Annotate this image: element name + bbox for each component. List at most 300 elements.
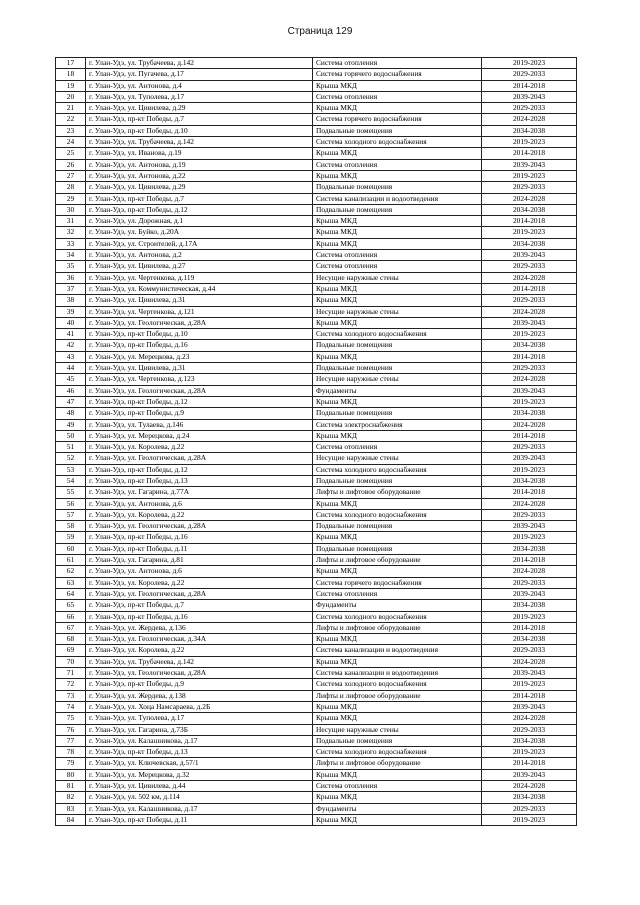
period-cell: 2014-2018 (482, 758, 577, 769)
work-type-cell: Крыша МКД (313, 317, 482, 328)
period-cell: 2039-2043 (482, 701, 577, 712)
row-number-cell: 33 (56, 238, 86, 249)
address-cell: г. Улан-Удэ, ул. Туполева, д.17 (86, 713, 313, 724)
period-cell: 2024-2028 (482, 781, 577, 792)
table-row (56, 634, 577, 645)
period-cell: 2039-2043 (482, 588, 577, 599)
work-type-cell: Система канализации и водоотведения (313, 645, 482, 656)
work-type-cell: Крыша МКД (313, 283, 482, 294)
row-number-cell: 81 (56, 781, 86, 792)
period-cell: 2034-2038 (482, 735, 577, 746)
work-type-cell: Несущие наружные стены (313, 453, 482, 464)
work-type-cell: Несущие наружные стены (313, 272, 482, 283)
row-number-cell: 57 (56, 509, 86, 520)
row-number-cell: 69 (56, 645, 86, 656)
period-cell: 2014-2018 (482, 80, 577, 91)
row-number-cell: 42 (56, 340, 86, 351)
period-cell: 2029-2033 (482, 261, 577, 272)
table-row (56, 374, 577, 385)
address-cell: г. Улан-Удэ, ул. Гагарина, д.73Б (86, 724, 313, 735)
period-cell: 2014-2018 (482, 351, 577, 362)
row-number-cell: 68 (56, 634, 86, 645)
address-cell: г. Улан-Удэ, ул. Мерецкова, д.23 (86, 351, 313, 362)
work-type-cell: Крыша МКД (313, 634, 482, 645)
row-number-cell: 21 (56, 103, 86, 114)
period-cell: 2024-2028 (482, 114, 577, 125)
table-row (56, 509, 577, 520)
row-number-cell: 80 (56, 769, 86, 780)
row-number-cell: 84 (56, 814, 86, 825)
work-type-cell: Подвальные помещения (313, 475, 482, 486)
row-number-cell: 58 (56, 521, 86, 532)
work-type-cell: Крыша МКД (313, 227, 482, 238)
address-cell: г. Улан-Удэ, ул. Геологическая, д.28А (86, 385, 313, 396)
address-cell: г. Улан-Удэ, ул. Цивилева, д.31 (86, 363, 313, 374)
work-type-cell: Система отопления (313, 588, 482, 599)
period-cell: 2029-2033 (482, 363, 577, 374)
period-cell: 2039-2043 (482, 317, 577, 328)
table-row (56, 396, 577, 407)
work-type-cell: Система отопления (313, 442, 482, 453)
table-row (56, 430, 577, 441)
row-number-cell: 35 (56, 261, 86, 272)
period-cell: 2019-2023 (482, 611, 577, 622)
period-cell: 2019-2023 (482, 227, 577, 238)
work-type-cell: Крыша МКД (313, 814, 482, 825)
table-body (56, 58, 577, 826)
address-cell: г. Улан-Удэ, ул. Королева, д.22 (86, 509, 313, 520)
address-cell: г. Улан-Удэ, пр-кт Победы, д.7 (86, 600, 313, 611)
work-type-cell: Крыша МКД (313, 238, 482, 249)
work-type-cell: Несущие наружные стены (313, 374, 482, 385)
table-row (56, 204, 577, 215)
period-cell: 2019-2023 (482, 532, 577, 543)
row-number-cell: 67 (56, 622, 86, 633)
address-cell: г. Улан-Удэ, ул. Тулаева, д.146 (86, 419, 313, 430)
table-row (56, 668, 577, 679)
period-cell: 2019-2023 (482, 58, 577, 69)
address-cell: г. Улан-Удэ, пр-кт Победы, д.12 (86, 204, 313, 215)
address-cell: г. Улан-Удэ, ул. Цивилева, д.27 (86, 261, 313, 272)
table-row (56, 91, 577, 102)
table-row (56, 295, 577, 306)
work-type-cell: Крыша МКД (313, 148, 482, 159)
table-row (56, 340, 577, 351)
address-cell: г. Улан-Удэ, ул. Королева, д.22 (86, 577, 313, 588)
row-number-cell: 78 (56, 747, 86, 758)
address-cell: г. Улан-Удэ, пр-кт Победы, д.10 (86, 329, 313, 340)
work-type-cell: Крыша МКД (313, 532, 482, 543)
row-number-cell: 52 (56, 453, 86, 464)
address-cell: г. Улан-Удэ, пр-кт Победы, д.13 (86, 475, 313, 486)
work-type-cell: Крыша МКД (313, 430, 482, 441)
table-row (56, 306, 577, 317)
table-row (56, 216, 577, 227)
table-row (56, 679, 577, 690)
address-cell: г. Улан-Удэ, ул. Мерецкова, д.32 (86, 769, 313, 780)
work-type-cell: Лифты и лифтовое оборудование (313, 690, 482, 701)
address-cell: г. Улан-Удэ, пр-кт Победы, д.16 (86, 340, 313, 351)
row-number-cell: 61 (56, 555, 86, 566)
work-type-cell: Подвальные помещения (313, 125, 482, 136)
period-cell: 2024-2028 (482, 419, 577, 430)
address-cell: г. Улан-Удэ, ул. Буйко, д.20А (86, 227, 313, 238)
row-number-cell: 60 (56, 543, 86, 554)
work-type-cell: Крыша МКД (313, 103, 482, 114)
work-type-cell: Несущие наружные стены (313, 306, 482, 317)
work-type-cell: Система холодного водоснабжения (313, 509, 482, 520)
row-number-cell: 19 (56, 80, 86, 91)
period-cell: 2024-2028 (482, 713, 577, 724)
period-cell: 2014-2018 (482, 216, 577, 227)
period-cell: 2039-2043 (482, 250, 577, 261)
work-type-cell: Лифты и лифтовое оборудование (313, 487, 482, 498)
work-type-cell: Система отопления (313, 159, 482, 170)
period-cell: 2034-2038 (482, 475, 577, 486)
table-row (56, 272, 577, 283)
row-number-cell: 56 (56, 498, 86, 509)
address-cell: г. Улан-Удэ, ул. Чертенкова, д.123 (86, 374, 313, 385)
address-cell: г. Улан-Удэ, ул. Жердева, д.138 (86, 690, 313, 701)
address-cell: г. Улан-Удэ, ул. Чертенкова, д.121 (86, 306, 313, 317)
period-cell: 2029-2033 (482, 295, 577, 306)
period-cell: 2034-2038 (482, 340, 577, 351)
period-cell: 2014-2018 (482, 487, 577, 498)
row-number-cell: 47 (56, 396, 86, 407)
row-number-cell: 64 (56, 588, 86, 599)
period-cell: 2014-2018 (482, 283, 577, 294)
work-type-cell: Крыша МКД (313, 656, 482, 667)
row-number-cell: 71 (56, 668, 86, 679)
period-cell: 2024-2028 (482, 566, 577, 577)
table-row (56, 103, 577, 114)
row-number-cell: 82 (56, 792, 86, 803)
address-cell: г. Улан-Удэ, пр-кт Победы, д.16 (86, 611, 313, 622)
work-type-cell: Система отопления (313, 58, 482, 69)
period-cell: 2029-2033 (482, 724, 577, 735)
period-cell: 2039-2043 (482, 521, 577, 532)
table-row (56, 453, 577, 464)
address-cell: г. Улан-Удэ, ул. Геологическая, д.28А (86, 521, 313, 532)
address-cell: г. Улан-Удэ, ул. Антонова, д.19 (86, 159, 313, 170)
table-row (56, 656, 577, 667)
period-cell: 2029-2033 (482, 803, 577, 814)
work-type-cell: Несущие наружные стены (313, 724, 482, 735)
period-cell: 2019-2023 (482, 464, 577, 475)
row-number-cell: 36 (56, 272, 86, 283)
address-cell: г. Улан-Удэ, ул. Геологическая, д.28А (86, 588, 313, 599)
address-cell: г. Улан-Удэ, ул. Геологическая, д.34А (86, 634, 313, 645)
address-cell: г. Улан-Удэ, пр-кт Победы, д.13 (86, 747, 313, 758)
period-cell: 2039-2043 (482, 385, 577, 396)
work-type-cell: Система отопления (313, 91, 482, 102)
period-cell: 2014-2018 (482, 148, 577, 159)
table-row (56, 80, 577, 91)
row-number-cell: 31 (56, 216, 86, 227)
period-cell: 2034-2038 (482, 125, 577, 136)
period-cell: 2029-2033 (482, 509, 577, 520)
period-cell: 2039-2043 (482, 159, 577, 170)
period-cell: 2014-2018 (482, 430, 577, 441)
row-number-cell: 59 (56, 532, 86, 543)
row-number-cell: 75 (56, 713, 86, 724)
work-type-cell: Фундаменты (313, 803, 482, 814)
row-number-cell: 20 (56, 91, 86, 102)
table-row (56, 475, 577, 486)
address-cell: г. Улан-Удэ, пр-кт Победы, д.7 (86, 114, 313, 125)
address-cell: г. Улан-Удэ, ул. Цивилева, д.31 (86, 295, 313, 306)
address-cell: г. Улан-Удэ, ул. Антонова, д.22 (86, 170, 313, 181)
address-cell: г. Улан-Удэ, ул. Дорожная, д.1 (86, 216, 313, 227)
period-cell: 2024-2028 (482, 193, 577, 204)
work-type-cell: Фундаменты (313, 600, 482, 611)
table-row (56, 758, 577, 769)
period-cell: 2034-2038 (482, 408, 577, 419)
address-cell: г. Улан-Удэ, ул. Цивилева, д.29 (86, 103, 313, 114)
period-cell: 2024-2028 (482, 272, 577, 283)
period-cell: 2024-2028 (482, 656, 577, 667)
address-cell: г. Улан-Удэ, ул. Иванова, д.19 (86, 148, 313, 159)
address-cell: г. Улан-Удэ, ул. Пугачева, д.17 (86, 69, 313, 80)
address-cell: г. Улан-Удэ, ул. Жердева, д.136 (86, 622, 313, 633)
work-type-cell: Подвальные помещения (313, 182, 482, 193)
table-row (56, 645, 577, 656)
period-cell: 2034-2038 (482, 634, 577, 645)
table-row (56, 814, 577, 825)
row-number-cell: 39 (56, 306, 86, 317)
period-cell: 2024-2028 (482, 306, 577, 317)
address-cell: г. Улан-Удэ, пр-кт Победы, д.11 (86, 814, 313, 825)
work-type-cell: Система холодного водоснабжения (313, 611, 482, 622)
period-cell: 2024-2028 (482, 498, 577, 509)
address-cell: г. Улан-Удэ, пр-кт Победы, д.12 (86, 464, 313, 475)
table-row (56, 408, 577, 419)
work-type-cell: Крыша МКД (313, 792, 482, 803)
period-cell: 2024-2028 (482, 374, 577, 385)
work-type-cell: Подвальные помещения (313, 204, 482, 215)
repair-schedule-table (55, 57, 577, 826)
row-number-cell: 79 (56, 758, 86, 769)
address-cell: г. Улан-Удэ, ул. Гагарина, д.77А (86, 487, 313, 498)
row-number-cell: 74 (56, 701, 86, 712)
table-row (56, 577, 577, 588)
row-number-cell: 23 (56, 125, 86, 136)
period-cell: 2029-2033 (482, 442, 577, 453)
period-cell: 2019-2023 (482, 679, 577, 690)
table-row (56, 385, 577, 396)
period-cell: 2039-2043 (482, 769, 577, 780)
table-row (56, 170, 577, 181)
work-type-cell: Крыша МКД (313, 396, 482, 407)
work-type-cell: Подвальные помещения (313, 543, 482, 554)
table-row (56, 464, 577, 475)
work-type-cell: Крыша МКД (313, 216, 482, 227)
address-cell: г. Улан-Удэ, ул. Туполева, д.17 (86, 91, 313, 102)
period-cell: 2019-2023 (482, 170, 577, 181)
row-number-cell: 45 (56, 374, 86, 385)
table-row (56, 532, 577, 543)
work-type-cell: Система холодного водоснабжения (313, 464, 482, 475)
row-number-cell: 41 (56, 329, 86, 340)
row-number-cell: 37 (56, 283, 86, 294)
period-cell: 2034-2038 (482, 600, 577, 611)
work-type-cell: Система горячего водоснабжения (313, 114, 482, 125)
row-number-cell: 72 (56, 679, 86, 690)
row-number-cell: 66 (56, 611, 86, 622)
work-type-cell: Система электроснабжения (313, 419, 482, 430)
period-cell: 2014-2018 (482, 555, 577, 566)
address-cell: г. Улан-Удэ, ул. Коммунистическая, д.44 (86, 283, 313, 294)
row-number-cell: 54 (56, 475, 86, 486)
period-cell: 2029-2033 (482, 103, 577, 114)
table-row (56, 588, 577, 599)
address-cell: г. Улан-Удэ, ул. Королева, д.22 (86, 442, 313, 453)
work-type-cell: Крыша МКД (313, 170, 482, 181)
row-number-cell: 26 (56, 159, 86, 170)
address-cell: г. Улан-Удэ, ул. Трубачеева, д.142 (86, 656, 313, 667)
period-cell: 2039-2043 (482, 453, 577, 464)
address-cell: г. Улан-Удэ, ул. Геологическая, д.28А (86, 668, 313, 679)
address-cell: г. Улан-Удэ, ул. Гагарина, д.81 (86, 555, 313, 566)
work-type-cell: Фундаменты (313, 385, 482, 396)
address-cell: г. Улан-Удэ, ул. Хоца Намсараева, д.2Б (86, 701, 313, 712)
table-row (56, 351, 577, 362)
row-number-cell: 77 (56, 735, 86, 746)
table-row (56, 713, 577, 724)
table-row (56, 781, 577, 792)
work-type-cell: Крыша МКД (313, 295, 482, 306)
table-row (56, 58, 577, 69)
work-type-cell: Система отопления (313, 250, 482, 261)
period-cell: 2029-2033 (482, 69, 577, 80)
table-row (56, 690, 577, 701)
table-row (56, 701, 577, 712)
work-type-cell: Подвальные помещения (313, 363, 482, 374)
work-type-cell: Система холодного водоснабжения (313, 679, 482, 690)
period-cell: 2029-2033 (482, 577, 577, 588)
row-number-cell: 43 (56, 351, 86, 362)
table-row (56, 238, 577, 249)
period-cell: 2019-2023 (482, 814, 577, 825)
work-type-cell: Крыша МКД (313, 769, 482, 780)
work-type-cell: Подвальные помещения (313, 521, 482, 532)
table-row (56, 363, 577, 374)
period-cell: 2029-2033 (482, 645, 577, 656)
address-cell: г. Улан-Удэ, пр-кт Победы, д.9 (86, 679, 313, 690)
period-cell: 2014-2018 (482, 690, 577, 701)
table-row (56, 250, 577, 261)
row-number-cell: 44 (56, 363, 86, 374)
row-number-cell: 53 (56, 464, 86, 475)
table-row (56, 611, 577, 622)
period-cell: 2019-2023 (482, 329, 577, 340)
address-cell: г. Улан-Удэ, ул. Цивилева, д.29 (86, 182, 313, 193)
row-number-cell: 24 (56, 137, 86, 148)
table-row (56, 521, 577, 532)
row-number-cell: 65 (56, 600, 86, 611)
period-cell: 2034-2038 (482, 238, 577, 249)
table-row (56, 227, 577, 238)
table-row (56, 159, 577, 170)
address-cell: г. Улан-Удэ, ул. Антонова, д.4 (86, 80, 313, 91)
address-cell: г. Улан-Удэ, ул. Трубачеева, д.142 (86, 137, 313, 148)
table-row (56, 125, 577, 136)
row-number-cell: 29 (56, 193, 86, 204)
work-type-cell: Система канализации и водоотведения (313, 668, 482, 679)
period-cell: 2039-2043 (482, 91, 577, 102)
period-cell: 2034-2038 (482, 204, 577, 215)
address-cell: г. Улан-Удэ, пр-кт Победы, д.10 (86, 125, 313, 136)
work-type-cell: Лифты и лифтовое оборудование (313, 555, 482, 566)
address-cell: г. Улан-Удэ, пр-кт Победы, д.9 (86, 408, 313, 419)
table-row (56, 555, 577, 566)
address-cell: г. Улан-Удэ, пр-кт Победы, д.16 (86, 532, 313, 543)
work-type-cell: Подвальные помещения (313, 340, 482, 351)
table-row (56, 600, 577, 611)
table-row (56, 735, 577, 746)
row-number-cell: 48 (56, 408, 86, 419)
row-number-cell: 51 (56, 442, 86, 453)
table-row (56, 419, 577, 430)
address-cell: г. Улан-Удэ, ул. Трубачеева, д.142 (86, 58, 313, 69)
table-row (56, 137, 577, 148)
row-number-cell: 27 (56, 170, 86, 181)
period-cell: 2019-2023 (482, 396, 577, 407)
table-row (56, 543, 577, 554)
table-row (56, 317, 577, 328)
address-cell: г. Улан-Удэ, ул. Антонова, д.6 (86, 566, 313, 577)
work-type-cell: Система холодного водоснабжения (313, 329, 482, 340)
work-type-cell: Система холодного водоснабжения (313, 137, 482, 148)
address-cell: г. Улан-Удэ, ул. Строителей, д.17А (86, 238, 313, 249)
table-row (56, 769, 577, 780)
table-row (56, 792, 577, 803)
row-number-cell: 18 (56, 69, 86, 80)
row-number-cell: 22 (56, 114, 86, 125)
address-cell: г. Улан-Удэ, ул. Калашникова, д.17 (86, 803, 313, 814)
work-type-cell: Крыша МКД (313, 701, 482, 712)
address-cell: г. Улан-Удэ, ул. Ключевская, д.57/1 (86, 758, 313, 769)
row-number-cell: 55 (56, 487, 86, 498)
row-number-cell: 30 (56, 204, 86, 215)
row-number-cell: 28 (56, 182, 86, 193)
table-row (56, 69, 577, 80)
work-type-cell: Крыша МКД (313, 351, 482, 362)
work-type-cell: Система горячего водоснабжения (313, 69, 482, 80)
work-type-cell: Крыша МКД (313, 713, 482, 724)
table-row (56, 114, 577, 125)
table-row (56, 498, 577, 509)
table-row (56, 182, 577, 193)
table-row (56, 487, 577, 498)
address-cell: г. Улан-Удэ, ул. 502 км, д.114 (86, 792, 313, 803)
address-cell: г. Улан-Удэ, ул. Цивилева, д.44 (86, 781, 313, 792)
work-type-cell: Система канализации и водоотведения (313, 193, 482, 204)
table-row (56, 261, 577, 272)
address-cell: г. Улан-Удэ, ул. Антонова, д.6 (86, 498, 313, 509)
period-cell: 2014-2018 (482, 622, 577, 633)
row-number-cell: 76 (56, 724, 86, 735)
table-row (56, 442, 577, 453)
row-number-cell: 46 (56, 385, 86, 396)
row-number-cell: 62 (56, 566, 86, 577)
table-row (56, 803, 577, 814)
work-type-cell: Система отопления (313, 781, 482, 792)
table-row (56, 724, 577, 735)
work-type-cell: Подвальные помещения (313, 735, 482, 746)
page-title: Страница 129 (287, 26, 353, 37)
table-row (56, 747, 577, 758)
